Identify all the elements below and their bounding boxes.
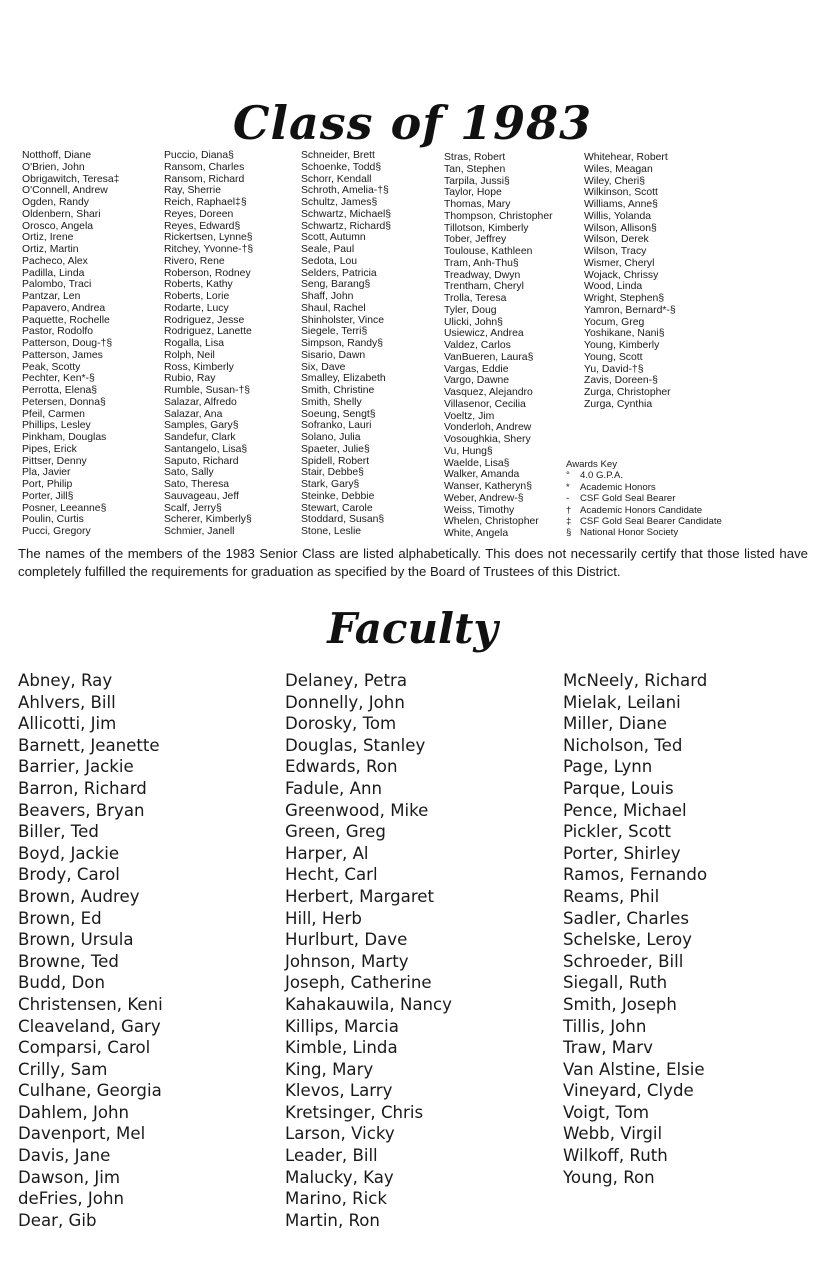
faculty-name: Dorosky, Tom (285, 714, 397, 734)
faculty-name: Boyd, Jackie (18, 843, 120, 863)
senior-name: Yocum, Greg (584, 316, 645, 328)
faculty-name: Dahlem, John (18, 1102, 130, 1122)
senior-name: Simpson, Randy§ (301, 338, 384, 349)
senior-name: Sato, Theresa (164, 479, 230, 490)
senior-name: Vosoughkia, Shery (444, 434, 531, 445)
senior-name: O'Connell, Andrew (22, 185, 108, 197)
senior-name: Yu, David-†§ (584, 363, 644, 375)
senior-name: Porter, Jill§ (22, 490, 74, 502)
faculty-name: Tillis, John (563, 1016, 647, 1036)
faculty-name: Schelske, Leroy (563, 930, 693, 950)
faculty-name: Nicholson, Ted (563, 735, 683, 755)
faculty-name: Fadule, Ann (285, 778, 382, 798)
awards-key-item (566, 493, 722, 504)
senior-name: Santangelo, Lisa§ (164, 443, 248, 455)
senior-name: Rogalla, Lisa (164, 338, 225, 349)
senior-name: Rubio, Ray (164, 373, 216, 385)
faculty-name: Webb, Virgil (563, 1124, 663, 1144)
senior-name: Wilson, Tracy (584, 246, 647, 257)
faculty-name: Hill, Herb (285, 908, 362, 928)
faculty-name: Kimble, Linda (285, 1038, 398, 1058)
senior-name: Sedota, Lou (301, 255, 358, 267)
award-label: CSF Gold Seal Bearer (580, 493, 676, 505)
faculty-name: Martin, Ron (285, 1210, 380, 1230)
senior-name: Wilkinson, Scott (584, 187, 658, 199)
senior-name: Schwartz, Michael§ (301, 208, 392, 220)
senior-name: Wanser, Katheryn§ (444, 481, 532, 492)
award-label: CSF Gold Seal Bearer Candidate (580, 516, 722, 528)
faculty-name: Ramos, Fernando (563, 865, 708, 885)
senior-name: Oldenbern, Shari (22, 208, 101, 220)
senior-name: Sandefur, Clark (164, 432, 236, 443)
senior-name: Paquette, Rochelle (22, 314, 110, 326)
faculty-name: Parque, Louis (563, 778, 674, 798)
faculty-name: Donnelly, John (285, 692, 405, 712)
senior-name: White, Angela (444, 528, 509, 539)
senior-name: Seng, Barang§ (301, 279, 371, 291)
awards-key-item (566, 470, 722, 481)
faculty-name: deFries, John (18, 1189, 124, 1209)
faculty-name: Johnson, Marty (285, 951, 409, 971)
faculty-column-3 (563, 670, 707, 1188)
senior-name: Seale, Paul (301, 244, 355, 255)
faculty-name: Abney, Ray (18, 671, 113, 690)
senior-name: Ross, Kimberly (164, 361, 234, 373)
awards-key-item (566, 505, 722, 516)
senior-column-5 (584, 152, 676, 411)
senior-name: Waelde, Lisa§ (444, 457, 510, 469)
award-symbol: - (566, 493, 570, 505)
faculty-name: Brody, Carol (18, 865, 120, 885)
senior-name: Zurga, Christopher (584, 387, 671, 398)
faculty-name: Wilkoff, Ruth (563, 1146, 668, 1166)
senior-name: Schorr, Kendall (301, 173, 372, 185)
senior-name: Voeltz, Jim (444, 410, 495, 422)
faculty-name: Barnett, Jeanette (18, 735, 160, 755)
faculty-name: Joseph, Catherine (285, 973, 432, 993)
awards-key-item (566, 527, 722, 538)
senior-name: Schoenke, Todd§ (301, 161, 382, 173)
senior-name: Usiewicz, Andrea (444, 328, 524, 340)
faculty-name: Budd, Don (18, 973, 105, 993)
senior-name: Scott, Autumn (301, 232, 366, 244)
senior-name: Spaeter, Julie§ (301, 443, 370, 455)
awards-key-item (566, 482, 722, 493)
senior-name: Reyes, Edward§ (164, 220, 241, 232)
senior-name: Villasenor, Cecilia (444, 398, 526, 410)
senior-name: Scherer, Kimberly§ (164, 514, 252, 526)
senior-name: Roberts, Kathy (164, 279, 233, 291)
faculty-name: Young, Ron (563, 1167, 655, 1187)
senior-name: Weber, Andrew-§ (444, 492, 524, 504)
senior-name: Thomas, Mary (444, 199, 511, 210)
senior-name: Pantzar, Len (22, 291, 81, 302)
senior-name: Treadway, Dwyn (444, 269, 521, 281)
faculty-name: Sadler, Charles (563, 908, 689, 928)
senior-name: Six, Dave (301, 361, 346, 373)
senior-name: Vasquez, Alejandro (444, 387, 533, 398)
senior-name: Pinkham, Douglas (22, 432, 107, 443)
senior-column-2 (164, 150, 253, 538)
faculty-name: Leader, Bill (285, 1146, 378, 1166)
senior-name: Wright, Stephen§ (584, 293, 665, 304)
faculty-name: Porter, Shirley (563, 843, 681, 863)
faculty-name: Christensen, Keni (18, 994, 163, 1014)
faculty-name: Barron, Richard (18, 778, 147, 798)
faculty-name: Klevos, Larry (285, 1081, 393, 1101)
class-title: Class of 1983 (232, 96, 593, 150)
senior-column-3 (301, 150, 391, 538)
award-label: Academic Honors (580, 481, 656, 493)
senior-name: Peak, Scotty (22, 361, 81, 373)
senior-name: Stair, Debbe§ (301, 467, 364, 479)
senior-name: Reich, Raphael‡§ (164, 197, 247, 208)
senior-name: Schroth, Amelia-†§ (301, 185, 389, 197)
senior-name: Steinke, Debbie (301, 490, 375, 502)
senior-name: Young, Scott (584, 351, 643, 363)
senior-name: Weiss, Timothy (444, 504, 515, 516)
faculty-name: Beavers, Bryan (18, 800, 145, 820)
senior-name: Rodriguez, Lanette (164, 326, 252, 338)
senior-name: Whitehear, Robert (584, 152, 668, 163)
senior-name: Tober, Jeffrey (444, 234, 507, 246)
faculty-name: Pence, Michael (563, 800, 687, 820)
senior-name: Rodarte, Lucy (164, 302, 229, 314)
senior-name: Stoddard, Susan§ (301, 514, 385, 526)
senior-name: O'Brien, John (22, 161, 85, 173)
senior-name: Whelen, Christopher (444, 516, 539, 528)
faculty-name: Comparsi, Carol (18, 1038, 151, 1058)
senior-name: Tan, Stephen (444, 163, 506, 175)
senior-name: Rickertsen, Lynne§ (164, 232, 253, 244)
senior-name: Poulin, Curtis (22, 514, 84, 526)
senior-name: Notthoff, Diane (22, 150, 92, 161)
senior-name: Willis, Yolanda (584, 210, 652, 222)
faculty-name: Page, Lynn (563, 757, 653, 777)
senior-name: Port, Philip (22, 479, 73, 490)
senior-name: Smith, Christine (301, 385, 375, 396)
senior-name: Rolph, Neil (164, 349, 215, 361)
senior-name: Roberson, Rodney (164, 267, 251, 279)
senior-name: Sisario, Dawn (301, 349, 366, 361)
faculty-name: Voigt, Tom (563, 1102, 650, 1122)
senior-name: Pucci, Gregory (22, 526, 91, 537)
faculty-name: Larson, Vicky (285, 1124, 395, 1144)
faculty-name: Douglas, Stanley (285, 735, 426, 755)
senior-name: Ransom, Charles (164, 161, 245, 173)
senior-name: Rumble, Susan-†§ (164, 385, 251, 396)
faculty-name: Barrier, Jackie (18, 757, 134, 777)
senior-name: Wilson, Allison§ (584, 222, 657, 234)
senior-name: Wismer, Cheryl (584, 257, 655, 269)
faculty-name: Kahakauwila, Nancy (285, 994, 452, 1014)
faculty-name: Biller, Ted (18, 822, 99, 842)
senior-name: Petersen, Donna§ (22, 396, 106, 408)
faculty-name: Harper, Al (285, 843, 369, 863)
faculty-name: McNeely, Richard (563, 671, 708, 690)
senior-name: Thompson, Christopher (444, 210, 553, 222)
senior-name: Rodriguez, Jesse (164, 314, 245, 326)
faculty-name: Herbert, Margaret (285, 886, 435, 906)
awards-key (566, 459, 722, 539)
senior-name: Tillotson, Kimberly (444, 222, 529, 234)
senior-name: Perrotta, Elena§ (22, 385, 98, 396)
senior-name: Vargo, Dawne (444, 375, 510, 387)
faculty-name: Schroeder, Bill (563, 951, 684, 971)
senior-name: Siegele, Terri§ (301, 326, 368, 338)
senior-name: Phillips, Lesley (22, 420, 91, 432)
faculty-column-1 (18, 670, 163, 1231)
senior-name: Smalley, Elizabeth (301, 373, 386, 385)
faculty-name: Hurlburt, Dave (285, 930, 408, 950)
faculty-name: Davenport, Mel (18, 1124, 146, 1144)
senior-name: Scalf, Jerry§ (164, 502, 222, 514)
senior-name: Pacheco, Alex (22, 255, 88, 267)
senior-name: Ransom, Richard (164, 173, 245, 185)
senior-name: Zavis, Doreen-§ (584, 375, 658, 387)
senior-name: Valdez, Carlos (444, 340, 511, 351)
senior-name: Vargas, Eddie (444, 363, 509, 375)
faculty-name: Green, Greg (285, 822, 386, 842)
faculty-name: Pickler, Scott (563, 822, 671, 842)
senior-name: Saputo, Richard (164, 455, 239, 467)
senior-name: Pla, Javier (22, 467, 71, 479)
senior-name: Schultz, James§ (301, 197, 378, 208)
award-label: National Honor Society (580, 527, 679, 539)
faculty-name: Reams, Phil (563, 886, 660, 906)
faculty-name: Allicotti, Jim (18, 714, 117, 734)
senior-name: Pechter, Ken*-§ (22, 373, 95, 385)
award-symbol: § (566, 527, 572, 539)
faculty-column-2 (285, 670, 452, 1231)
senior-name: Salazar, Ana (164, 408, 223, 420)
award-symbol: † (566, 504, 572, 516)
faculty-name: Culhane, Georgia (18, 1081, 162, 1101)
senior-name: Schwartz, Richard§ (301, 220, 392, 232)
senior-name: VanBueren, Laura§ (444, 351, 534, 363)
senior-name: Papavero, Andrea (22, 302, 106, 314)
faculty-name: Vineyard, Clyde (563, 1081, 694, 1101)
faculty-name: Malucky, Kay (285, 1167, 394, 1187)
awards-key-title: Awards Key (566, 459, 618, 470)
faculty-name: King, Mary (285, 1059, 374, 1079)
faculty-name: Cleaveland, Gary (18, 1016, 161, 1036)
faculty-name: Brown, Ed (18, 908, 102, 928)
senior-name: Palombo, Traci (22, 279, 92, 291)
senior-name: Wood, Linda (584, 281, 643, 293)
senior-column-4 (444, 152, 553, 540)
senior-name: Sauvageau, Jeff (164, 490, 239, 502)
senior-name: Wiley, Cheri§ (584, 175, 646, 187)
senior-name: Tyler, Doug (444, 304, 497, 316)
senior-name: Vonderloh, Andrew (444, 422, 532, 434)
senior-name: Ogden, Randy (22, 197, 90, 208)
award-symbol: ° (566, 470, 570, 482)
senior-name: Patterson, James (22, 349, 103, 361)
senior-name: Schneider, Brett (301, 150, 375, 161)
senior-name: Sato, Sally (164, 467, 214, 479)
faculty-name: Van Alstine, Elsie (563, 1059, 705, 1079)
faculty-name: Mielak, Leilani (563, 692, 681, 712)
senior-name: Tram, Anh-Thu§ (444, 257, 519, 269)
senior-name: Salazar, Alfredo (164, 396, 237, 408)
senior-name: Pastor, Rodolfo (22, 326, 94, 338)
faculty-name: Brown, Ursula (18, 930, 134, 950)
faculty-name: Greenwood, Mike (285, 800, 429, 820)
senior-name: Stras, Robert (444, 152, 506, 163)
senior-name: Pfeil, Carmen (22, 408, 85, 420)
senior-name: Williams, Anne§ (584, 199, 658, 210)
senior-name: Roberts, Lorie (164, 291, 230, 302)
senior-name: Orosco, Angela (22, 220, 94, 232)
senior-name: Pipes, Erick (22, 443, 77, 455)
faculty-name: Browne, Ted (18, 951, 119, 971)
faculty-name: Davis, Jane (18, 1146, 111, 1166)
senior-name: Stone, Leslie (301, 526, 362, 537)
senior-name: Ortiz, Martin (22, 244, 79, 255)
senior-name: Stark, Gary§ (301, 479, 360, 490)
faculty-name: Delaney, Petra (285, 671, 407, 690)
faculty-name: Marino, Rick (285, 1189, 388, 1209)
award-label: Academic Honors Candidate (580, 504, 703, 516)
senior-name: Ulicki, John§ (444, 316, 503, 328)
senior-name: Spidell, Robert (301, 455, 370, 467)
senior-name: Wilson, Derek (584, 234, 649, 246)
senior-name: Sofranko, Lauri (301, 420, 372, 432)
faculty-name: Dawson, Jim (18, 1167, 121, 1187)
senior-name: Patterson, Doug-†§ (22, 338, 113, 349)
senior-name: Yamron, Bernard*-§ (584, 304, 676, 316)
senior-name: Selders, Patricia (301, 267, 377, 279)
senior-name: Yoshikane, Nani§ (584, 328, 665, 340)
faculty-name: Edwards, Ron (285, 757, 398, 777)
senior-name: Shaff, John (301, 291, 354, 302)
senior-name: Wiles, Meagan (584, 163, 653, 175)
senior-name: Ortiz, Irene (22, 232, 74, 244)
faculty-name: Dear, Gib (18, 1210, 97, 1230)
senior-name: Obrigawitch, Teresa‡ (22, 173, 120, 185)
award-label: 4.0 G.P.A. (580, 470, 624, 482)
senior-name: Ritchey, Yvonne-†§ (164, 244, 254, 255)
senior-name: Walker, Amanda (444, 469, 520, 481)
senior-name: Stewart, Carole (301, 502, 373, 514)
senior-name: Padilla, Linda (22, 267, 85, 279)
disclaimer: The names of the members of the 1983 Senior Class are listed alphabetically. This does not necessarily certify that those listed have completely fulfilled the requirements for graduation as specified by the Board of Trustees of this District. (18, 546, 808, 579)
faculty-name: Brown, Audrey (18, 886, 140, 906)
senior-name: Ray, Sherrie (164, 185, 221, 197)
senior-name: Solano, Julia (301, 432, 361, 443)
senior-name: Samples, Gary§ (164, 420, 239, 432)
faculty-name: Ahlvers, Bill (18, 692, 116, 712)
senior-name: Vu, Hung§ (444, 445, 493, 457)
faculty-name: Kretsinger, Chris (285, 1102, 424, 1122)
senior-name: Puccio, Diana§ (164, 150, 234, 161)
faculty-name: Killips, Marcia (285, 1016, 399, 1036)
senior-name: Taylor, Hope (444, 187, 502, 199)
senior-name: Wojack, Chrissy (584, 269, 659, 281)
faculty-name: Smith, Joseph (563, 994, 677, 1014)
awards-key-item (566, 516, 722, 527)
senior-name: Zurga, Cynthia (584, 398, 653, 410)
senior-name: Smith, Shelly (301, 396, 362, 408)
senior-name: Pittser, Denny (22, 455, 87, 467)
senior-name: Trentham, Cheryl (444, 281, 524, 293)
award-symbol: * (566, 481, 570, 493)
faculty-name: Crilly, Sam (18, 1059, 108, 1079)
award-symbol: ‡ (566, 516, 572, 528)
senior-name: Toulouse, Kathleen (444, 246, 533, 257)
senior-name: Tarpila, Jussi§ (444, 175, 510, 187)
senior-name: Shinholster, Vince (301, 314, 384, 326)
senior-name: Shaul, Rachel (301, 302, 366, 314)
faculty-name: Miller, Diane (563, 714, 668, 734)
senior-name: Posner, Leeanne§ (22, 502, 107, 514)
senior-name: Young, Kimberly (584, 340, 660, 351)
faculty-name: Siegall, Ruth (563, 973, 668, 993)
senior-name: Rivero, Rene (164, 255, 225, 267)
senior-column-1 (22, 150, 119, 538)
senior-name: Reyes, Doreen (164, 208, 234, 220)
faculty-name: Hecht, Carl (285, 865, 378, 885)
senior-name: Trolla, Teresa (444, 293, 507, 304)
senior-name: Schmier, Janell (164, 526, 235, 537)
senior-name: Soeung, Sengt§ (301, 408, 376, 420)
faculty-name: Traw, Marv (563, 1038, 653, 1058)
faculty-title: Faculty (327, 604, 498, 653)
